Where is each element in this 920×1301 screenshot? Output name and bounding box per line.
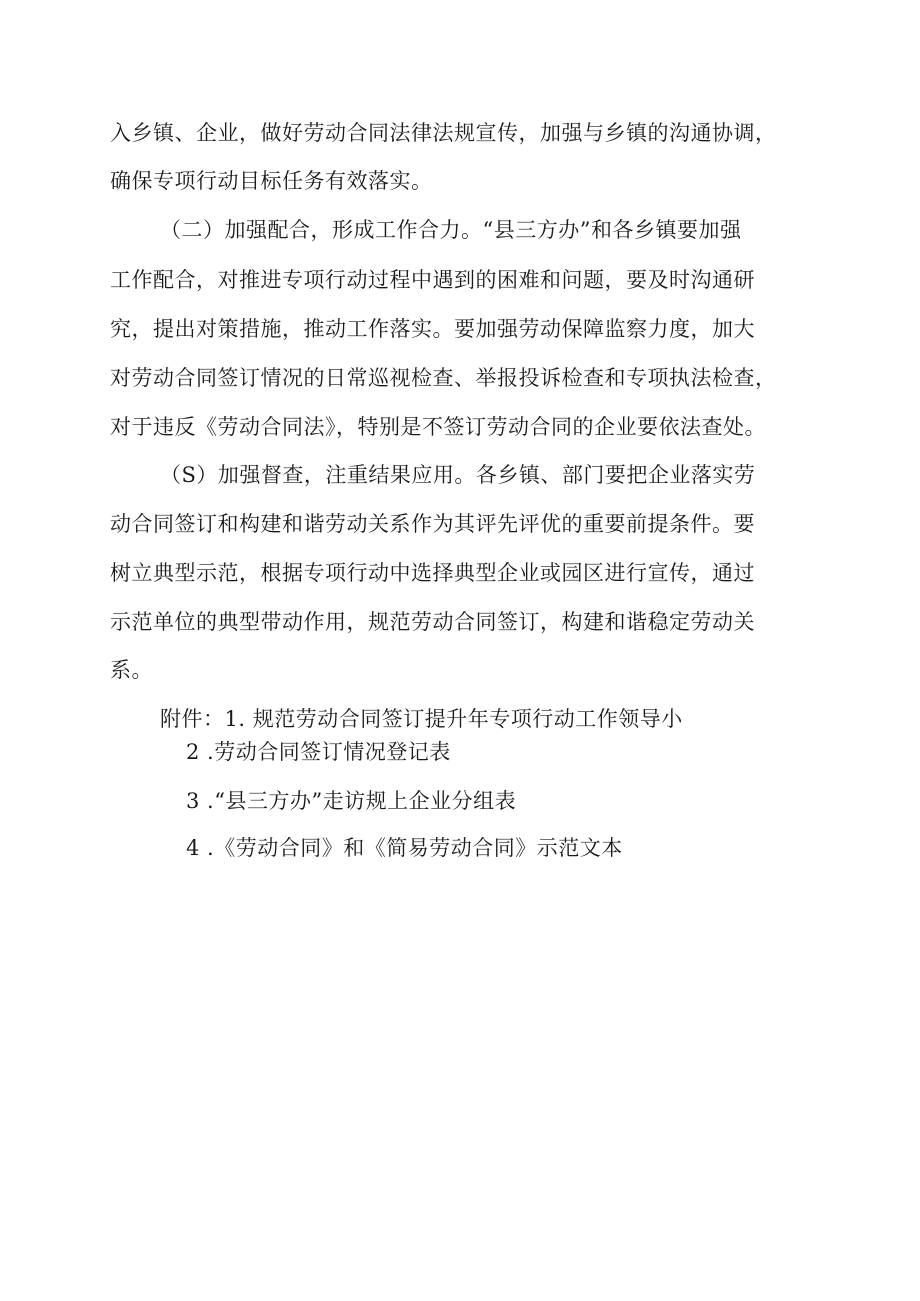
attachment-4: 4 .《劳动合同》和《简易劳动合同》示范文本 [186, 836, 623, 860]
attachment-2: 2 .劳动合同签订情况登记表 [186, 740, 451, 764]
paragraph-2-line-4: 对劳动合同签订情况的日常巡视检查、举报投诉检查和专项执法检查， [110, 366, 777, 390]
paragraph-2-line-1: （二）加强配合，形成工作合力。“县三方办”和各乡镇要加强 [160, 218, 742, 242]
paragraph-2-line-3: 究，提出对策措施，推动工作落实。要加强劳动保障监察力度，加大 [110, 317, 755, 341]
paragraph-1-line-2: 确保专项行动目标任务有效落实。 [110, 169, 433, 193]
attachment-1: 附件：1. 规范劳动合同签订提升年专项行动工作领导小 [160, 707, 683, 731]
attachment-3: 3 .“县三方办”走访规上企业分组表 [186, 789, 517, 813]
paragraph-3-line-3: 树立典型示范，根据专项行动中选择典型企业或园区进行宣传，通过 [110, 561, 755, 585]
paragraph-2-line-5: 对于违反《劳动合同法》，特别是不签订劳动合同的企业要依法查处。 [110, 415, 766, 439]
paragraph-1-line-1: 入乡镇、企业，做好劳动合同法律法规宣传，加强与乡镇的沟通协调， [110, 121, 777, 145]
paragraph-2-line-2: 工作配合，对推进专项行动过程中遇到的困难和问题，要及时沟通研 [110, 268, 755, 292]
paragraph-3-line-1: （S）加强督查，注重结果应用。各乡镇、部门要把企业落实劳 [160, 463, 756, 487]
paragraph-3-line-2: 动合同签订和构建和谐劳动关系作为其评先评优的重要前提条件。要 [110, 512, 755, 536]
paragraph-3-line-5: 系。 [110, 658, 153, 682]
paragraph-3-line-4: 示范单位的典型带动作用，规范劳动合同签订，构建和谐稳定劳动关 [110, 610, 755, 634]
